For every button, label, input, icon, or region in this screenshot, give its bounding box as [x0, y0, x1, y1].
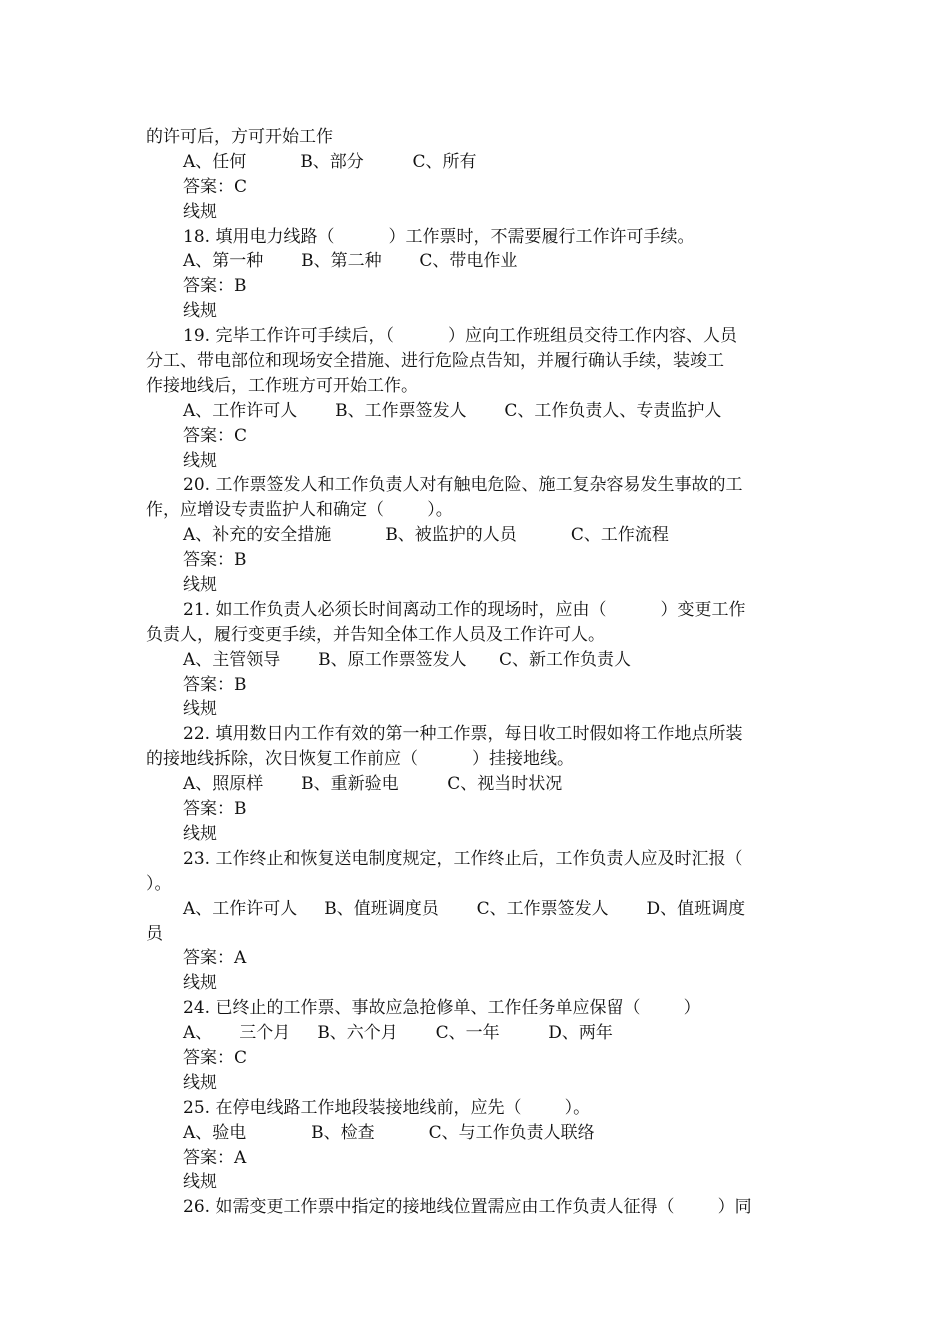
answer: 答案：B	[183, 799, 247, 820]
question-block	[146, 1096, 806, 1196]
answer-options-continuation: 员	[146, 923, 163, 944]
question-number: 20.	[183, 475, 211, 496]
question-number: 18.	[183, 226, 211, 247]
question-number: 24.	[183, 998, 211, 1019]
answer: 答案：A	[183, 1147, 247, 1168]
category-label: 线规	[183, 699, 217, 720]
answer: 答案：B	[183, 674, 247, 695]
answer-options: A、验电 B、检查 C、与工作负责人联络	[183, 1122, 595, 1143]
question-stem	[146, 324, 806, 349]
question-stem	[146, 722, 806, 747]
category-label: 线规	[183, 450, 217, 471]
answer: 答案：B	[183, 550, 247, 571]
answer-options: A、照原样 B、重新验电 C、视当时状况	[183, 774, 563, 795]
question-text: 填用电力线路（ ）工作票时，不需要履行工作许可手续。	[210, 226, 695, 247]
question-text: 工作终止和恢复送电制度规定，工作终止后，工作负责人应及时汇报（	[210, 848, 743, 869]
question-number: 21.	[183, 599, 211, 620]
question-stem	[146, 473, 806, 498]
answer-options: A、主管领导 B、原工作票签发人 C、新工作负责人	[183, 649, 632, 670]
question-stem	[146, 996, 806, 1021]
question-block	[146, 598, 806, 722]
answer-options: A、任何 B、部分 C、所有	[183, 151, 477, 172]
question-block	[146, 722, 806, 846]
question-text-line: 的接地线拆除，次日恢复工作前应（ ）挂接地线。	[146, 749, 575, 770]
question-block	[146, 847, 806, 996]
answer-options: A、补充的安全措施 B、被监护的人员 C、工作流程	[183, 525, 669, 546]
answer-options: A、 三个月 B、六个月 C、一年 D、两年	[183, 1023, 613, 1044]
category-label: 线规	[183, 1072, 217, 1093]
question-number: 26.	[183, 1197, 211, 1218]
answer: 答案：C	[183, 425, 248, 446]
question-stem	[146, 598, 806, 623]
question-number: 19.	[183, 326, 211, 347]
question-stem	[146, 1195, 806, 1220]
question-text-line: 作接地线后，工作班方可开始工作。	[146, 375, 418, 396]
answer: 答案：A	[183, 948, 247, 969]
question-text: 工作票签发人和工作负责人对有触电危险、施工复杂容易发生事故的工	[210, 475, 743, 496]
question-number: 22.	[183, 724, 211, 745]
question-text: 如工作负责人必须长时间离动工作的现场时，应由（ ）变更工作	[210, 599, 746, 620]
question-text: 已终止的工作票、事故应急抢修单、工作任务单应保留（ ）	[210, 998, 701, 1019]
question-text-line: ）。	[146, 873, 172, 894]
category-label: 线规	[183, 301, 217, 322]
answer-options: A、工作许可人 B、值班调度员 C、工作票签发人 D、值班调度	[183, 898, 746, 919]
question-number: 23.	[183, 848, 211, 869]
answer-options: A、工作许可人 B、工作票签发人 C、工作负责人、专责监护人	[183, 400, 722, 421]
answer: 答案：B	[183, 276, 247, 297]
question-block	[146, 225, 806, 325]
question-block	[146, 996, 806, 1096]
answer-options: A、第一种 B、第二种 C、带电作业	[183, 251, 518, 272]
question-text-line: 负责人，履行变更手续，并告知全体工作人员及工作许可人。	[146, 624, 605, 645]
category-label: 线规	[183, 1172, 217, 1193]
question-text-line: 作，应增设专责监护人和确定（ ）。	[146, 500, 453, 521]
category-label: 线规	[183, 823, 217, 844]
question-stem	[146, 847, 806, 872]
question-text-line: 分工、带电部位和现场安全措施、进行危险点告知，并履行确认手续，装竣工	[146, 351, 724, 372]
question-text: 填用数日内工作有效的第一种工作票，每日收工时假如将工作地点所装	[210, 724, 743, 745]
category-label: 线规	[183, 973, 217, 994]
category-label: 线规	[183, 575, 217, 596]
question-continuation: 的许可后，方可开始工作	[146, 127, 333, 147]
question-block	[146, 1195, 806, 1220]
document-page	[146, 125, 806, 1220]
question-list	[146, 225, 806, 1221]
question-stem	[146, 225, 806, 250]
question-block	[146, 324, 806, 473]
question-number: 25.	[183, 1097, 211, 1118]
question-stem	[146, 1096, 806, 1121]
answer: 答案：C	[183, 176, 248, 197]
question-text: 在停电线路工作地段装接地线前，应先（ ）。	[210, 1097, 591, 1118]
question-text: 如需变更工作票中指定的接地线位置需应由工作负责人征得（ ）同	[210, 1197, 752, 1218]
answer: 答案：C	[183, 1047, 248, 1068]
question-text: 完毕工作许可手续后，（ ）应向工作班组员交待工作内容、人员	[210, 326, 737, 347]
question-block	[146, 473, 806, 597]
category-label: 线规	[183, 201, 217, 222]
